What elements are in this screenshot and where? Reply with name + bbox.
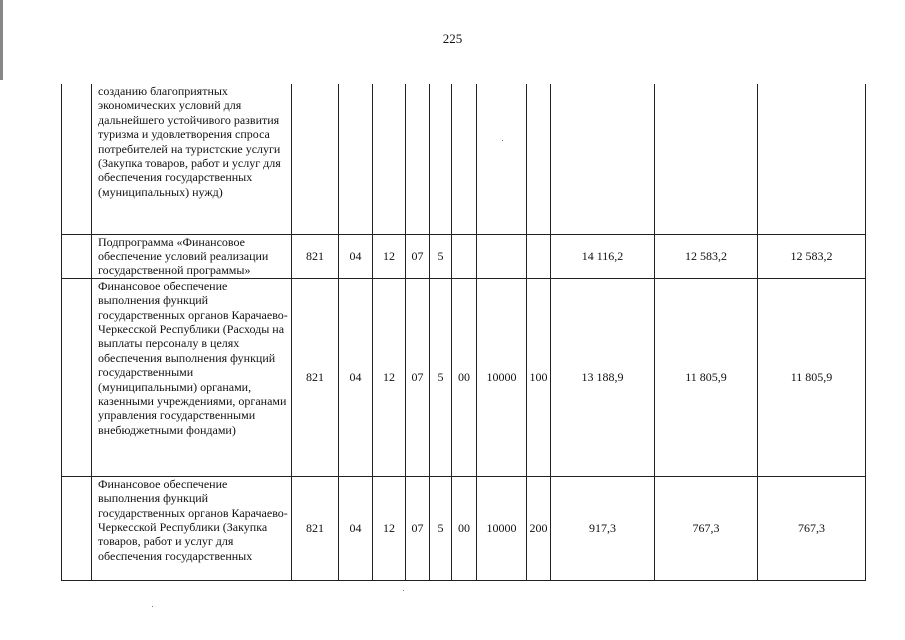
row-name-cell: Подпрограмма «Финансовое обеспечение условий реализации государственной программы» [92, 234, 292, 278]
activity-code-cell [452, 234, 477, 278]
amount-year2-cell [655, 84, 758, 234]
index-cell [62, 84, 92, 234]
expense-type-cell: 100 [527, 278, 551, 476]
subsection-code-cell: 12 [373, 234, 406, 278]
direction-code-cell: 10000 [477, 278, 527, 476]
section-code-cell [339, 84, 373, 234]
amount-year2-cell: 767,3 [655, 476, 758, 580]
program-code-cell: 07 [406, 476, 430, 580]
amount-year2-cell: 11 805,9 [655, 278, 758, 476]
section-code-cell: 04 [339, 278, 373, 476]
table-row [62, 234, 866, 278]
index-cell [62, 476, 92, 580]
amount-year3-cell [758, 84, 866, 234]
activity-code-cell: 00 [452, 278, 477, 476]
table-row [62, 476, 866, 580]
ministry-code-cell [292, 84, 339, 234]
program-code-cell: 07 [406, 234, 430, 278]
subprogram-code-cell: 5 [430, 234, 452, 278]
scan-speck [152, 606, 153, 607]
direction-code-cell: 10000 [477, 476, 527, 580]
amount-year3-cell: 767,3 [758, 476, 866, 580]
scan-speck [502, 140, 503, 141]
index-cell [62, 234, 92, 278]
program-code-cell: 07 [406, 278, 430, 476]
row-name-cell: Финансовое обеспечение выполнения функций государственных органов Карачаево-Черкесской Республики (Расходы на выплаты персоналу в целях обеспечения выполнения функций государственными (муниципальными) органами, казенными учреждениями, органами управления государственными внебюджетными фондами) [92, 278, 292, 476]
subprogram-code-cell: 5 [430, 278, 452, 476]
index-cell [62, 278, 92, 476]
ministry-code-cell: 821 [292, 234, 339, 278]
section-code-cell: 04 [339, 476, 373, 580]
subprogram-code-cell [430, 84, 452, 234]
scan-speck [403, 590, 404, 591]
subsection-code-cell: 12 [373, 278, 406, 476]
direction-code-cell [477, 234, 527, 278]
amount-year2-cell: 12 583,2 [655, 234, 758, 278]
expense-type-cell [527, 84, 551, 234]
amount-year3-cell: 12 583,2 [758, 234, 866, 278]
table-row [62, 84, 866, 234]
amount-year1-cell: 917,3 [551, 476, 655, 580]
subprogram-code-cell: 5 [430, 476, 452, 580]
amount-year3-cell: 11 805,9 [758, 278, 866, 476]
expense-type-cell [527, 234, 551, 278]
table-row [62, 278, 866, 476]
activity-code-cell [452, 84, 477, 234]
ministry-code-cell: 821 [292, 476, 339, 580]
page-number: 225 [442, 31, 463, 46]
row-name-cell: Финансовое обеспечение выполнения функций государственных органов Карачаево-Черкесской Республики (Закупка товаров, работ и услуг для обеспечения государственных [92, 476, 292, 580]
activity-code-cell: 00 [452, 476, 477, 580]
subsection-code-cell [373, 84, 406, 234]
row-name-cell: созданию благоприятных экономических условий для дальнейшего устойчивого развития туризма и удовлетворения спроса потребителей на туристские услуги (Закупка товаров, работ и услуг для обеспечения государственных (муниципальных) нужд) [92, 84, 292, 234]
amount-year1-cell: 14 116,2 [551, 234, 655, 278]
amount-year1-cell: 13 188,9 [551, 278, 655, 476]
ministry-code-cell: 821 [292, 278, 339, 476]
expense-type-cell: 200 [527, 476, 551, 580]
direction-code-cell [477, 84, 527, 234]
budget-table [61, 84, 866, 581]
amount-year1-cell [551, 84, 655, 234]
section-code-cell: 04 [339, 234, 373, 278]
program-code-cell [406, 84, 430, 234]
subsection-code-cell: 12 [373, 476, 406, 580]
